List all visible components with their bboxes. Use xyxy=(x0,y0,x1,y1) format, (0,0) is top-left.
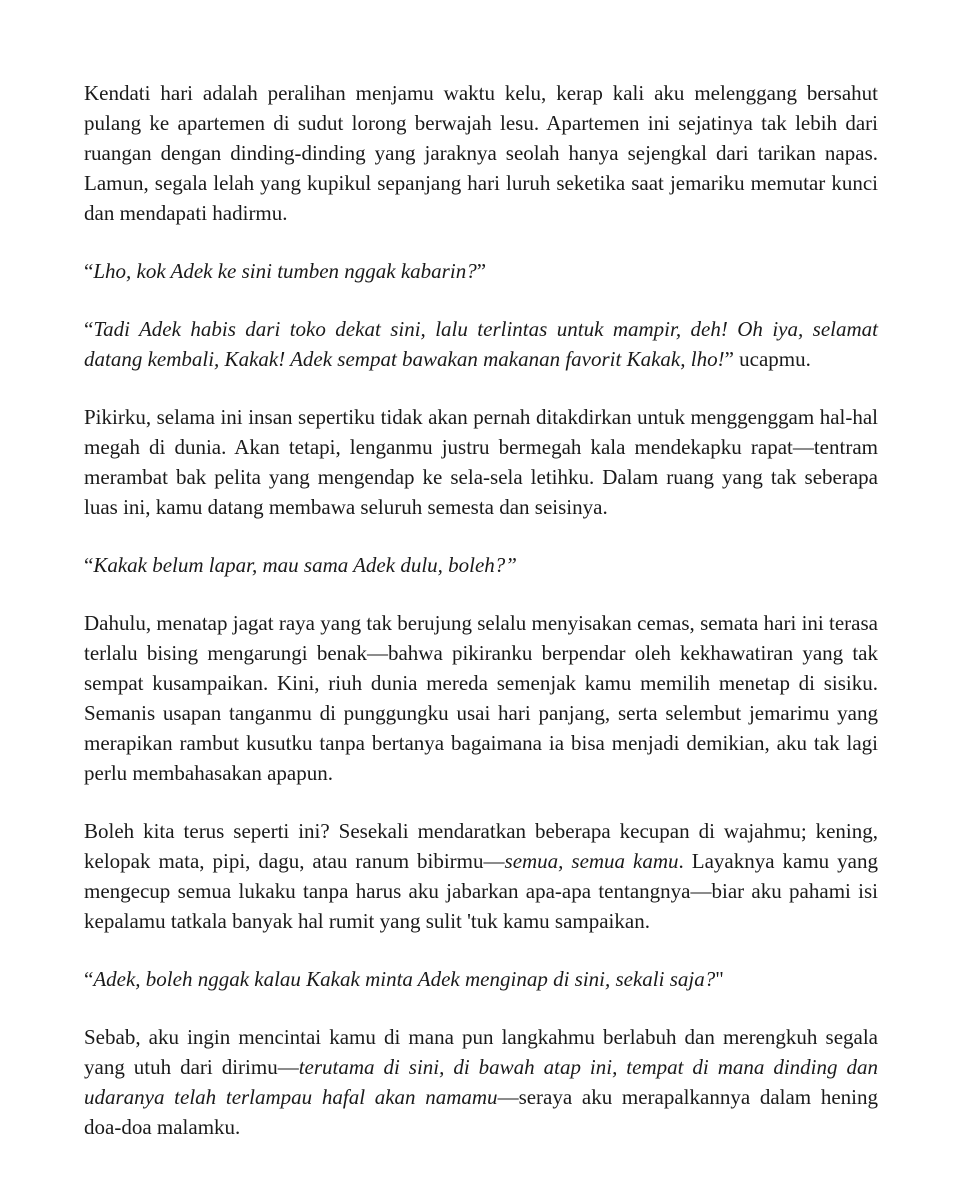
open-quote: “ xyxy=(84,553,94,577)
paragraph-4-text-a: Boleh kita terus seperti ini? Sesekali mendaratkan beberapa kecupan di wajahmu; kening, kelopak mata, pipi, dagu, atau ranum bibirmu— xyxy=(84,819,878,873)
paragraph-2-text: Pikirku, selama ini insan sepertiku tidak akan pernah ditakdirkan untuk menggenggam hal-hal megah di dunia. Akan tetapi, lenganmu justru bermegah kala mendekapku rapat—tentram merambat bak pelita yang mengendap ke sela-sela letihku. Dalam ruang yang tak seberapa luas ini, kamu datang membawa seluruh semesta dan seisinya. xyxy=(84,405,878,519)
dialogue-line-4 xyxy=(84,964,878,994)
dialogue-text: Kakak belum lapar, mau sama Adek dulu, boleh?” xyxy=(93,553,517,577)
paragraph-5-text-a: Sebab, aku ingin mencintai kamu di mana pun langkahmu berlabuh dan merengkuh segala yang utuh dari dirimu— xyxy=(84,1025,878,1079)
dialogue-text: Tadi Adek habis dari toko dekat sini, lalu terlintas untuk mampir, deh! Oh iya, selamat datang kembali, Kakak! Adek sempat bawakan makanan favorit Kakak, lho! xyxy=(84,317,878,371)
open-quote: “ xyxy=(84,317,94,341)
paragraph-5 xyxy=(84,1022,878,1142)
paragraph-4 xyxy=(84,816,878,936)
close-quote: " xyxy=(715,967,724,991)
open-quote: “ xyxy=(84,967,94,991)
dialogue-tag: ” ucapmu. xyxy=(724,347,811,371)
dialogue-text: Adek, boleh nggak kalau Kakak minta Adek menginap di sini, sekali saja? xyxy=(93,967,716,991)
open-quote: “ xyxy=(84,259,94,283)
dialogue-line-2 xyxy=(84,314,878,374)
paragraph-3 xyxy=(84,608,878,788)
paragraph-3-text: Dahulu, menatap jagat raya yang tak berujung selalu menyisakan cemas, semata hari ini terasa terlalu bising mengarungi benak—bahwa pikiranku berpendar oleh kekhawatiran yang tak sempat kusampaikan. Kini, riuh dunia mereda semenjak kamu memilih menetap di sisiku. Semanis usapan tanganmu di punggungku usai hari panjang, serta selembut jemarimu yang merapikan rambut kusutku tanpa bertanya bagaimana ia bisa menjadi demikian, aku tak lagi perlu membahasakan apapun. xyxy=(84,611,878,785)
paragraph-1-text: Kendati hari adalah peralihan menjamu waktu kelu, kerap kali aku melenggang bersahut pulang ke apartemen di sudut lorong berwajah lesu. Apartemen ini sejatinya tak lebih dari ruangan dengan dinding-dinding yang jaraknya seolah hanya sejengkal dari tarikan napas. Lamun, segala lelah yang kupikul sepanjang hari luruh seketika saat jemariku memutar kunci dan mendapati hadirmu. xyxy=(84,81,878,225)
dialogue-line-3 xyxy=(84,550,878,580)
paragraph-2 xyxy=(84,402,878,522)
paragraph-1 xyxy=(84,78,878,228)
paragraph-5-text-b: —seraya aku merapalkannya dalam hening doa-doa malamku. xyxy=(84,1085,878,1139)
paragraph-4-emphasis: semua, semua kamu xyxy=(504,849,679,873)
close-quote: ” xyxy=(476,259,487,283)
paragraph-4-text-b: . Layaknya kamu yang mengecup semua lukaku tanpa harus aku jabarkan apa-apa tentangnya—biar aku pahami isi kepalamu tatkala banyak hal rumit yang sulit 'tuk kamu sampaikan. xyxy=(84,849,878,933)
paragraph-5-emphasis: terutama di sini, di bawah atap ini, tempat di mana dinding dan udaranya telah terlampau hafal akan namamu xyxy=(84,1055,878,1109)
dialogue-text: Lho, kok Adek ke sini tumben nggak kabarin? xyxy=(93,259,477,283)
dialogue-line-1 xyxy=(84,256,878,286)
